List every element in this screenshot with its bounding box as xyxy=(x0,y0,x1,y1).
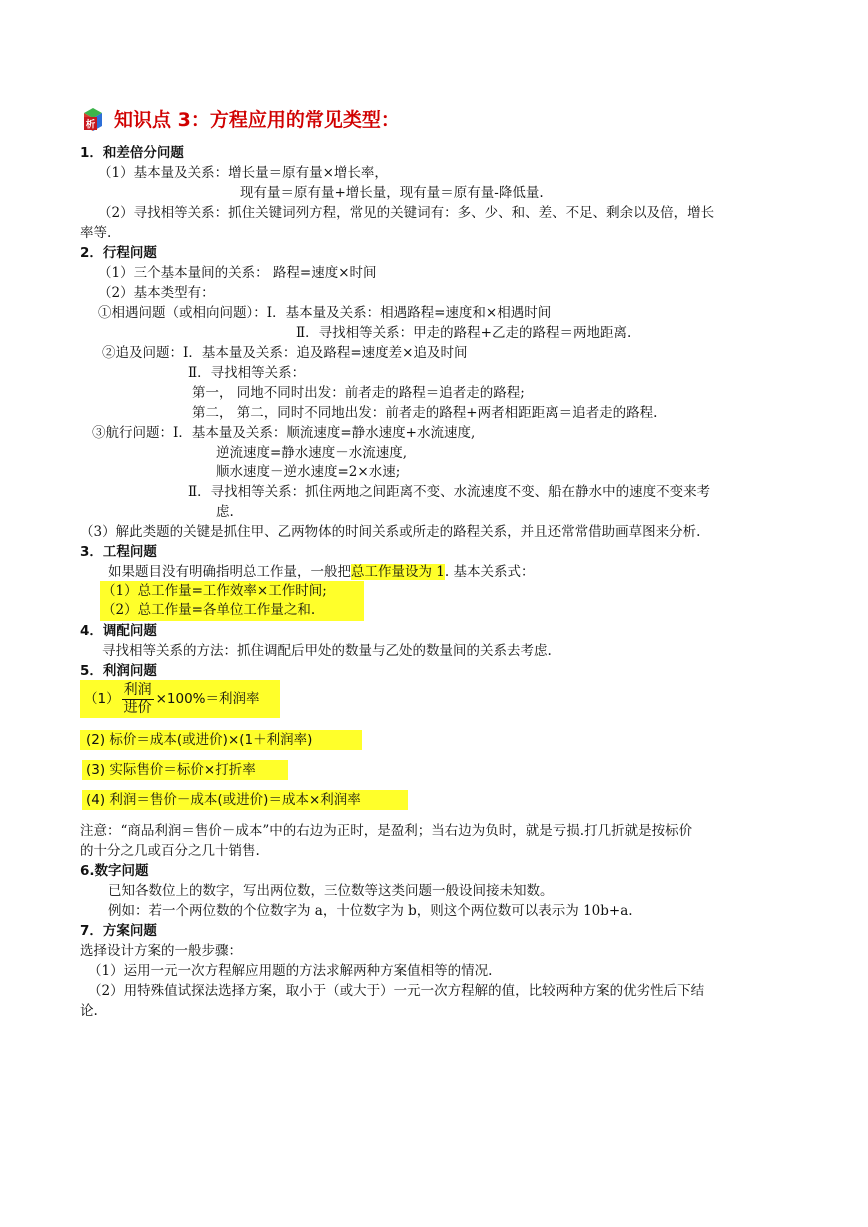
profit-fraction xyxy=(122,682,154,717)
s2-line-8: 第二， 第二，同时不同地出发：前者走的路程+两者相距距离＝追者走的路程. xyxy=(192,405,658,421)
s3-line-1 xyxy=(108,563,534,581)
s7-line-2: （1）运用一元一次方程解应用题的方法求解两种方案值相等的情况. xyxy=(88,963,493,979)
note-line-2: 的十分之几或百分之几十销售. xyxy=(80,843,260,859)
heading-7: 7．方案问题 xyxy=(80,923,157,939)
heading-2: 2．行程问题 xyxy=(80,245,157,261)
formula-1-rest: ×100%＝利润率 xyxy=(155,691,260,707)
s7-line-4: 论. xyxy=(80,1003,98,1019)
s6-line-2: 例如：若一个两位数的个位数字为 a，十位数字为 b，则这个两位数可以表示为 10b+a. xyxy=(108,903,633,919)
s3-highlight-total: 总工作量设为 1 xyxy=(351,564,445,580)
s3-line-1-end: . 基本关系式： xyxy=(444,564,535,580)
s4-line-1: 寻找相等关系的方法：抓住调配后甲处的数量与乙处的数量间的关系去考虑. xyxy=(102,643,552,659)
heading-6: 6.数字问题 xyxy=(80,863,149,879)
s2-line-6: Ⅱ．寻找相等关系： xyxy=(188,365,306,381)
s2-line-5: ②追及问题：Ⅰ．基本量及关系：追及路程=速度差×追及时间 xyxy=(102,345,468,361)
heading-4: 4．调配问题 xyxy=(80,623,157,639)
s2-line-9: ③航行问题：Ⅰ．基本量及关系：顺流速度=静水速度+水流速度, xyxy=(92,425,476,441)
s2-line-2: （2）基本类型有： xyxy=(98,285,215,301)
s2-line-1: （1）三个基本量间的关系： 路程=速度×时间 xyxy=(98,265,377,281)
s2-line-4: Ⅱ．寻找相等关系：甲走的路程+乙走的路程＝两地距离. xyxy=(296,325,632,341)
heading-5: 5．利润问题 xyxy=(80,663,157,679)
s2-line-7: 第一， 同地不同时出发：前者走的路程＝追者走的路程; xyxy=(192,385,525,401)
page-title: 知识点 3：方程应用的常见类型： xyxy=(114,109,400,131)
s1-line-2: 现有量＝原有量+增长量，现有量＝原有量-降低量. xyxy=(240,185,544,201)
s1-line-1: （1）基本量及关系：增长量＝原有量×增长率， xyxy=(98,165,388,181)
s6-line-1: 已知各数位上的数字，写出两位数，三位数等这类问题一般设间接未知数。 xyxy=(108,883,554,899)
s2-line-3: ①相遇问题（或相向问题）：Ⅰ．基本量及关系：相遇路程=速度和×相遇时间 xyxy=(98,305,552,321)
s1-line-4: 率等. xyxy=(80,225,112,241)
s7-line-1: 选择设计方案的一般步骤： xyxy=(80,943,242,959)
heading-3: 3．工程问题 xyxy=(80,544,157,560)
s1-line-3: （2）寻找相等关系：抓住关键词列方程，常见的关键词有：多、少、和、差、不足、剩余以及倍，增长 xyxy=(98,205,715,221)
s2-line-10: 逆流速度=静水速度－水流速度, xyxy=(216,445,408,461)
s2-line-13: 虑. xyxy=(216,504,234,520)
fraction-numerator: 利润 xyxy=(123,681,152,698)
formula-2: (2) 标价＝成本(或进价)×(1＋利润率) xyxy=(86,732,313,748)
formula-1-prefix: （1） xyxy=(84,691,120,707)
badge-text: 析 xyxy=(85,119,96,131)
s2-line-12: Ⅱ．寻找相等关系：抓住两地之间距离不变、水流速度不变、船在静水中的速度不变来考 xyxy=(188,484,711,500)
s3-line-3: （2）总工作量=各单位工作量之和. xyxy=(102,602,316,618)
formula-3: (3) 实际售价＝标价×打折率 xyxy=(86,762,256,778)
heading-1: 1．和差倍分问题 xyxy=(80,145,184,161)
s3-line-2: （1）总工作量=工作效率×工作时间; xyxy=(102,583,327,599)
cube-icon xyxy=(80,106,106,132)
s2-line-11: 顺水速度－逆水速度=2×水速; xyxy=(216,464,401,480)
formula-1 xyxy=(84,680,260,718)
formula-4: (4) 利润＝售价－成本(或进价)＝成本×利润率 xyxy=(86,792,361,808)
s7-line-3: （2）用特殊值试探法选择方案，取小于（或大于）一元一次方程解的值，比较两种方案的优劣性后下结 xyxy=(88,983,705,999)
note-line-1: 注意：“商品利润＝售价－成本”中的右边为正时，是盈利；当右边为负时，就是亏损.打几折就是按标价 xyxy=(80,823,693,839)
s2-line-14: （3）解此类题的关键是抓住甲、乙两物体的时间关系或所走的路程关系，并且还常常借助画草图来分析. xyxy=(80,524,701,540)
s3-line-1-text: 如果题目没有明确指明总工作量，一般把 xyxy=(108,564,351,580)
fraction-denominator: 进价 xyxy=(123,699,152,716)
